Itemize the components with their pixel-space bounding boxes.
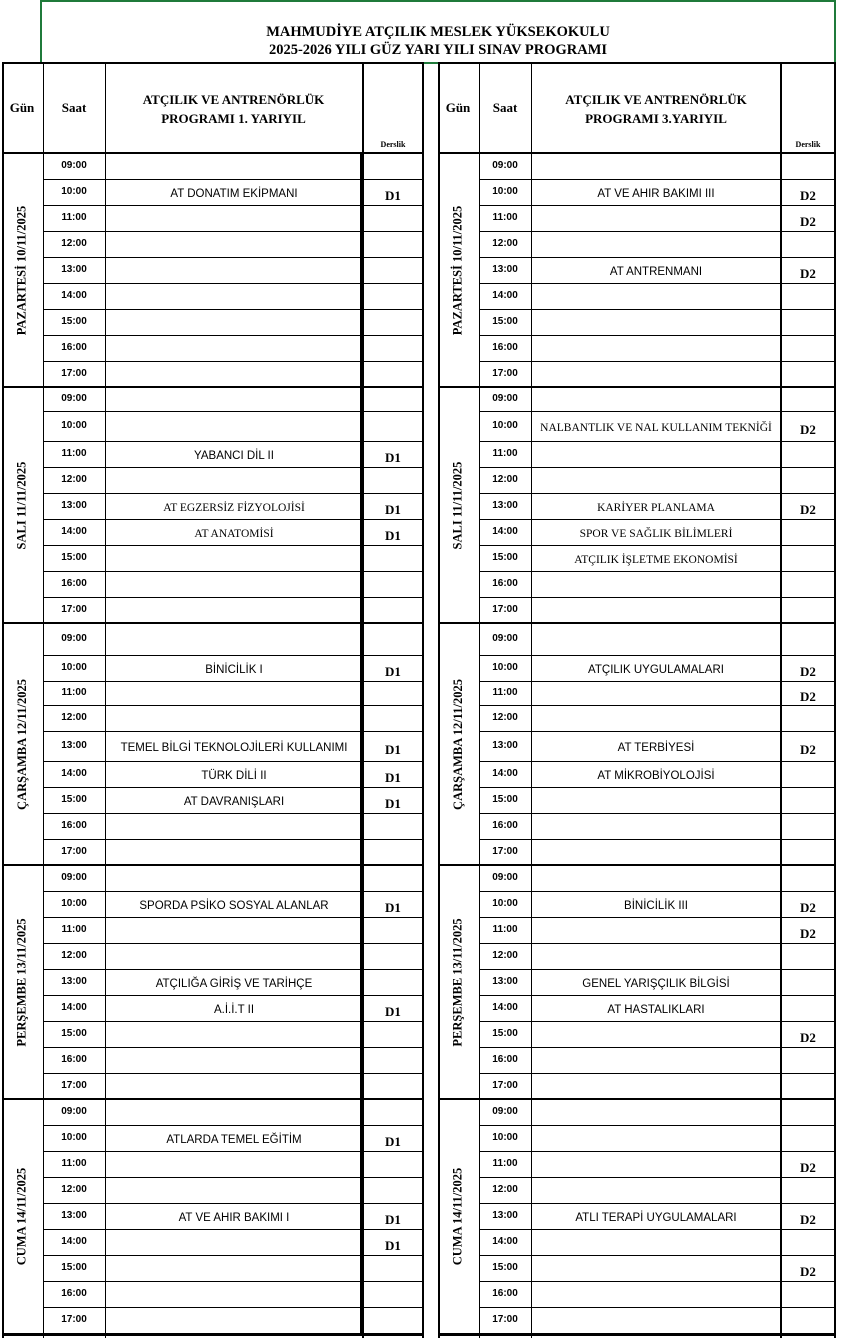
right-time-cell: 15:00 xyxy=(492,794,518,805)
right-time-cell: 16:00 xyxy=(492,578,518,589)
right-course-entry: ATÇILIK UYGULAMALARI xyxy=(588,664,724,676)
right-row-line xyxy=(480,1151,834,1152)
left-header-top xyxy=(2,62,424,64)
left-course-entry: AT VE AHIR BAKIMI I xyxy=(178,1212,290,1224)
left-time-cell: 12:00 xyxy=(61,474,87,485)
left-row-line xyxy=(44,681,422,682)
left-time-cell: 10:00 xyxy=(61,186,87,197)
left-row-line xyxy=(44,969,422,970)
day-label-text: SALI 11/11/2025 xyxy=(450,461,465,549)
right-day-label xyxy=(438,865,478,1099)
left-time-cell: 13:00 xyxy=(61,1210,87,1221)
left-course-col-border xyxy=(105,62,106,1338)
left-course-entry: AT EGZERSİZ FİZYOLOJİSİ xyxy=(163,502,305,514)
left-row-line xyxy=(44,1255,422,1256)
right-time-cell: 12:00 xyxy=(492,238,518,249)
left-day-label xyxy=(2,623,42,865)
left-time-cell: 12:00 xyxy=(61,950,87,961)
left-course-entry: TÜRK DİLİ II xyxy=(201,770,267,782)
right-course-entry: AT VE AHIR BAKIMI III xyxy=(597,188,715,200)
right-right-border xyxy=(834,62,836,1338)
left-row-line xyxy=(44,1203,422,1204)
right-day-header: Gün xyxy=(445,100,471,115)
right-time-cell: 15:00 xyxy=(492,1028,518,1039)
right-time-col-border xyxy=(479,62,480,1338)
left-row-line xyxy=(44,257,422,258)
right-row-line xyxy=(480,597,834,598)
right-row-line xyxy=(480,231,834,232)
right-header-top xyxy=(438,62,836,64)
left-day-label xyxy=(2,387,42,623)
right-row-line xyxy=(480,441,834,442)
left-row-line xyxy=(44,761,422,762)
right-day-separator xyxy=(438,1098,836,1100)
right-time-cell: 09:00 xyxy=(492,160,518,171)
right-row-line xyxy=(480,917,834,918)
left-day-header: Gün xyxy=(9,100,35,115)
right-room-entry: D2 xyxy=(800,1160,816,1175)
left-time-cell: 14:00 xyxy=(61,526,87,537)
left-time-cell: 14:00 xyxy=(61,1002,87,1013)
right-day-label xyxy=(438,153,478,387)
right-time-cell: 17:00 xyxy=(492,604,518,615)
schedule-title xyxy=(40,0,836,64)
day-label-text: PERŞEMBE 13/11/2025 xyxy=(14,917,29,1047)
left-time-cell: 15:00 xyxy=(61,1262,87,1273)
left-time-cell: 09:00 xyxy=(61,1106,87,1117)
right-room-entry: D2 xyxy=(800,664,816,679)
right-time-cell: 11:00 xyxy=(492,212,518,223)
left-right-border xyxy=(422,62,424,1338)
right-time-cell: 10:00 xyxy=(492,1132,518,1143)
right-row-line xyxy=(480,839,834,840)
left-time-cell: 16:00 xyxy=(61,1288,87,1299)
left-row-line xyxy=(44,787,422,788)
left-time-cell: 09:00 xyxy=(61,160,87,171)
left-course-entry: TEMEL BİLGİ TEKNOLOJİLERİ KULLANIMI xyxy=(120,742,348,754)
left-time-cell: 17:00 xyxy=(61,1314,87,1325)
right-time-cell: 16:00 xyxy=(492,1288,518,1299)
day-label-text: CUMA 14/11/2025 xyxy=(14,1167,29,1265)
day-label-text: PAZARTESİ 10/11/2025 xyxy=(450,205,465,335)
right-time-cell: 17:00 xyxy=(492,368,518,379)
right-program-line1: ATÇILIK VE ANTRENÖRLÜK xyxy=(565,92,747,107)
right-row-line xyxy=(480,257,834,258)
right-time-cell: 16:00 xyxy=(492,1054,518,1065)
right-time-cell: 12:00 xyxy=(492,1184,518,1195)
left-time-cell: 12:00 xyxy=(61,1184,87,1195)
left-row-line xyxy=(44,1177,422,1178)
right-time-cell: 15:00 xyxy=(492,1262,518,1273)
day-label-text: PERŞEMBE 13/11/2025 xyxy=(450,917,465,1047)
left-row-line xyxy=(44,1307,422,1308)
left-row-line xyxy=(44,1047,422,1048)
right-row-line xyxy=(480,655,834,656)
right-time-cell: 14:00 xyxy=(492,290,518,301)
left-time-header: Saat xyxy=(61,100,87,115)
right-time-cell: 10:00 xyxy=(492,186,518,197)
left-day-label xyxy=(2,1099,42,1333)
right-day-separator xyxy=(438,622,836,624)
left-time-cell: 09:00 xyxy=(61,633,87,644)
right-time-cell: 12:00 xyxy=(492,474,518,485)
right-course-entry: AT TERBİYESİ xyxy=(617,742,695,754)
right-room-entry: D2 xyxy=(800,1030,816,1045)
left-time-col-border xyxy=(43,62,44,1338)
left-course-entry: AT DAVRANIŞLARI xyxy=(183,796,285,808)
right-row-line xyxy=(480,891,834,892)
right-row-line xyxy=(480,545,834,546)
right-time-cell: 11:00 xyxy=(492,448,518,459)
left-room-entry: D1 xyxy=(385,1212,401,1227)
left-row-line xyxy=(44,205,422,206)
right-time-cell: 15:00 xyxy=(492,316,518,327)
left-program-line1: ATÇILIK VE ANTRENÖRLÜK xyxy=(142,92,325,107)
right-room-entry: D2 xyxy=(800,188,816,203)
left-row-line xyxy=(44,179,422,180)
left-time-cell: 16:00 xyxy=(61,820,87,831)
right-time-cell: 10:00 xyxy=(492,420,518,431)
left-row-line xyxy=(44,545,422,546)
right-time-header: Saat xyxy=(492,100,518,115)
right-time-cell: 14:00 xyxy=(492,1236,518,1247)
left-row-line xyxy=(44,995,422,996)
right-time-cell: 13:00 xyxy=(492,264,518,275)
left-room-entry: D1 xyxy=(385,188,401,203)
right-course-entry: AT MİKROBİYOLOJİSİ xyxy=(597,770,715,782)
right-time-cell: 17:00 xyxy=(492,846,518,857)
right-row-line xyxy=(480,1177,834,1178)
right-room-entry: D2 xyxy=(800,214,816,229)
right-time-cell: 14:00 xyxy=(492,768,518,779)
right-time-cell: 09:00 xyxy=(492,1106,518,1117)
day-label-text: SALI 11/11/2025 xyxy=(14,461,29,549)
right-row-line xyxy=(480,1229,834,1230)
left-time-cell: 10:00 xyxy=(61,1132,87,1143)
right-time-cell: 11:00 xyxy=(492,924,518,935)
left-room-entry: D1 xyxy=(385,742,401,757)
right-time-cell: 10:00 xyxy=(492,898,518,909)
right-time-cell: 09:00 xyxy=(492,872,518,883)
right-room-entry: D2 xyxy=(800,502,816,517)
left-row-line xyxy=(44,839,422,840)
right-program-line2: PROGRAMI 3.YARIYIL xyxy=(585,111,727,126)
left-row-line xyxy=(44,813,422,814)
title-line-1: MAHMUDİYE ATÇILIK MESLEK YÜKSEKOKULU xyxy=(266,24,610,40)
right-bottom-border xyxy=(438,1333,836,1336)
right-row-line xyxy=(480,1073,834,1074)
right-day-separator xyxy=(438,864,836,866)
left-time-cell: 17:00 xyxy=(61,1080,87,1091)
left-course-entry: AT DONATIM EKİPMANI xyxy=(170,188,298,200)
left-row-line xyxy=(44,571,422,572)
left-course-entry: A.İ.İ.T II xyxy=(213,1004,255,1016)
left-room-entry: D1 xyxy=(385,900,401,915)
left-course-entry: YABANCI DİL II xyxy=(194,450,274,462)
right-row-line xyxy=(480,731,834,732)
left-time-cell: 17:00 xyxy=(61,604,87,615)
right-time-cell: 13:00 xyxy=(492,976,518,987)
left-row-line xyxy=(44,597,422,598)
right-row-line xyxy=(480,681,834,682)
left-time-cell: 16:00 xyxy=(61,578,87,589)
right-room-entry: D2 xyxy=(800,422,816,437)
left-time-cell: 15:00 xyxy=(61,552,87,563)
left-room-entry: D1 xyxy=(385,664,401,679)
right-room-entry: D2 xyxy=(800,900,816,915)
right-time-cell: 11:00 xyxy=(492,687,518,698)
left-day-label xyxy=(2,153,42,387)
right-day-separator xyxy=(438,152,836,154)
right-room-entry: D2 xyxy=(800,266,816,281)
left-time-cell: 10:00 xyxy=(61,898,87,909)
right-course-entry: ATLI TERAPİ UYGULAMALARI xyxy=(575,1212,737,1224)
right-day-label xyxy=(438,387,478,623)
left-row-line xyxy=(44,731,422,732)
left-time-cell: 11:00 xyxy=(61,924,87,935)
left-row-line xyxy=(44,283,422,284)
left-room-entry: D1 xyxy=(385,1238,401,1253)
right-program-header xyxy=(532,90,780,128)
right-time-cell: 14:00 xyxy=(492,526,518,537)
left-course-entry: ATLARDA TEMEL EĞİTİM xyxy=(166,1134,302,1146)
right-day-label xyxy=(438,1099,478,1333)
right-row-line xyxy=(480,179,834,180)
left-room-header: Derslik xyxy=(380,140,406,149)
left-time-cell: 13:00 xyxy=(61,976,87,987)
left-time-cell: 16:00 xyxy=(61,1054,87,1065)
right-room-entry: D2 xyxy=(800,926,816,941)
left-time-cell: 11:00 xyxy=(61,448,87,459)
left-row-line xyxy=(44,1151,422,1152)
right-time-cell: 16:00 xyxy=(492,820,518,831)
right-row-line xyxy=(480,493,834,494)
right-time-cell: 10:00 xyxy=(492,662,518,673)
right-row-line xyxy=(480,1281,834,1282)
right-row-line xyxy=(480,467,834,468)
right-row-line xyxy=(480,1307,834,1308)
right-time-cell: 12:00 xyxy=(492,950,518,961)
left-time-cell: 14:00 xyxy=(61,768,87,779)
left-room-entry: D1 xyxy=(385,1134,401,1149)
left-time-cell: 13:00 xyxy=(61,500,87,511)
left-time-cell: 11:00 xyxy=(61,687,87,698)
left-time-cell: 09:00 xyxy=(61,872,87,883)
right-room-entry: D2 xyxy=(800,742,816,757)
right-row-line xyxy=(480,1021,834,1022)
left-row-line xyxy=(44,655,422,656)
left-time-cell: 10:00 xyxy=(61,420,87,431)
left-row-line xyxy=(44,231,422,232)
title-line-2: 2025-2026 YILI GÜZ YARI YILI SINAV PROGRAMI xyxy=(268,42,608,58)
right-row-line xyxy=(480,519,834,520)
left-row-line xyxy=(44,1021,422,1022)
left-program-line2: PROGRAMI 1. YARIYIL xyxy=(161,111,306,126)
left-room-entry: D1 xyxy=(385,1004,401,1019)
left-row-line xyxy=(44,1073,422,1074)
right-course-entry: KARİYER PLANLAMA xyxy=(597,502,715,514)
right-time-cell: 15:00 xyxy=(492,552,518,563)
left-room-entry: D1 xyxy=(385,502,401,517)
left-row-line xyxy=(44,891,422,892)
left-time-cell: 12:00 xyxy=(61,712,87,723)
right-room-entry: D2 xyxy=(800,1212,816,1227)
right-course-entry: AT ANTRENMANI xyxy=(609,266,703,278)
left-row-line xyxy=(44,1125,422,1126)
right-course-entry: NALBANTLIK VE NAL KULLANIM TEKNİĞİ xyxy=(540,422,772,434)
left-time-cell: 17:00 xyxy=(61,846,87,857)
right-time-cell: 12:00 xyxy=(492,712,518,723)
right-row-line xyxy=(480,411,834,412)
left-row-line xyxy=(44,705,422,706)
left-row-line xyxy=(44,917,422,918)
right-course-entry: SPOR VE SAĞLIK BİLİMLERİ xyxy=(579,528,733,540)
day-label-text: PAZARTESİ 10/11/2025 xyxy=(14,205,29,335)
day-label-text: CUMA 14/11/2025 xyxy=(450,1167,465,1265)
right-time-cell: 09:00 xyxy=(492,393,518,404)
left-row-line xyxy=(44,1229,422,1230)
right-time-cell: 16:00 xyxy=(492,342,518,353)
right-row-line xyxy=(480,969,834,970)
right-row-line xyxy=(480,1203,834,1204)
right-day-separator xyxy=(438,386,836,388)
left-row-line xyxy=(44,467,422,468)
left-time-cell: 11:00 xyxy=(61,1158,87,1169)
right-course-entry: GENEL YARIŞÇILIK BİLGİSİ xyxy=(582,978,730,990)
right-course-entry: ATÇILIK İŞLETME EKONOMİSİ xyxy=(574,554,738,566)
right-row-line xyxy=(480,335,834,336)
left-time-cell: 16:00 xyxy=(61,342,87,353)
right-row-line xyxy=(480,205,834,206)
right-day-label xyxy=(438,623,478,865)
right-row-line xyxy=(480,813,834,814)
left-course-entry: ATÇILIĞA GİRİŞ VE TARİHÇE xyxy=(155,978,313,990)
right-time-cell: 13:00 xyxy=(492,740,518,751)
right-row-line xyxy=(480,995,834,996)
left-course-entry: BİNİCİLİK I xyxy=(205,664,263,676)
left-row-line xyxy=(44,441,422,442)
left-time-cell: 09:00 xyxy=(61,393,87,404)
left-time-cell: 15:00 xyxy=(61,316,87,327)
right-row-line xyxy=(480,361,834,362)
right-course-entry: BİNİCİLİK III xyxy=(624,900,688,912)
right-time-cell: 14:00 xyxy=(492,1002,518,1013)
left-program-header xyxy=(106,90,361,128)
left-thick-divider xyxy=(360,152,363,1336)
left-room-entry: D1 xyxy=(385,528,401,543)
right-time-cell: 17:00 xyxy=(492,1314,518,1325)
left-time-cell: 17:00 xyxy=(61,368,87,379)
right-room-header: Derslik xyxy=(795,140,821,149)
left-time-cell: 13:00 xyxy=(61,264,87,275)
right-time-cell: 13:00 xyxy=(492,1210,518,1221)
left-row-line xyxy=(44,411,422,412)
left-time-cell: 14:00 xyxy=(61,290,87,301)
left-row-line xyxy=(44,1281,422,1282)
right-room-entry: D2 xyxy=(800,689,816,704)
left-time-cell: 12:00 xyxy=(61,238,87,249)
left-time-cell: 10:00 xyxy=(61,662,87,673)
right-course-col-border xyxy=(531,62,532,1338)
left-room-entry: D1 xyxy=(385,770,401,785)
left-row-line xyxy=(44,943,422,944)
left-course-entry: AT ANATOMİSİ xyxy=(194,528,274,540)
day-label-text: ÇARŞAMBA 12/11/2025 xyxy=(450,678,465,810)
right-course-entry: AT HASTALIKLARI xyxy=(607,1004,705,1016)
left-time-cell: 15:00 xyxy=(61,794,87,805)
left-row-line xyxy=(44,361,422,362)
right-row-line xyxy=(480,787,834,788)
left-time-cell: 15:00 xyxy=(61,1028,87,1039)
right-row-line xyxy=(480,705,834,706)
left-room-entry: D1 xyxy=(385,450,401,465)
left-row-line xyxy=(44,493,422,494)
right-row-line xyxy=(480,283,834,284)
left-row-line xyxy=(44,519,422,520)
right-row-line xyxy=(480,761,834,762)
right-row-line xyxy=(480,1047,834,1048)
left-course-entry: SPORDA PSİKO SOSYAL ALANLAR xyxy=(139,900,329,912)
right-row-line xyxy=(480,943,834,944)
left-row-line xyxy=(44,335,422,336)
right-time-cell: 09:00 xyxy=(492,633,518,644)
right-row-line xyxy=(480,1125,834,1126)
right-row-line xyxy=(480,1255,834,1256)
day-label-text: ÇARŞAMBA 12/11/2025 xyxy=(14,678,29,810)
right-time-cell: 11:00 xyxy=(492,1158,518,1169)
left-time-cell: 14:00 xyxy=(61,1236,87,1247)
right-time-cell: 17:00 xyxy=(492,1080,518,1091)
right-row-line xyxy=(480,309,834,310)
left-day-label xyxy=(2,865,42,1099)
left-time-cell: 13:00 xyxy=(61,740,87,751)
right-time-cell: 13:00 xyxy=(492,500,518,511)
left-time-cell: 11:00 xyxy=(61,212,87,223)
left-room-entry: D1 xyxy=(385,796,401,811)
left-row-line xyxy=(44,309,422,310)
right-room-entry: D2 xyxy=(800,1264,816,1279)
right-row-line xyxy=(480,571,834,572)
